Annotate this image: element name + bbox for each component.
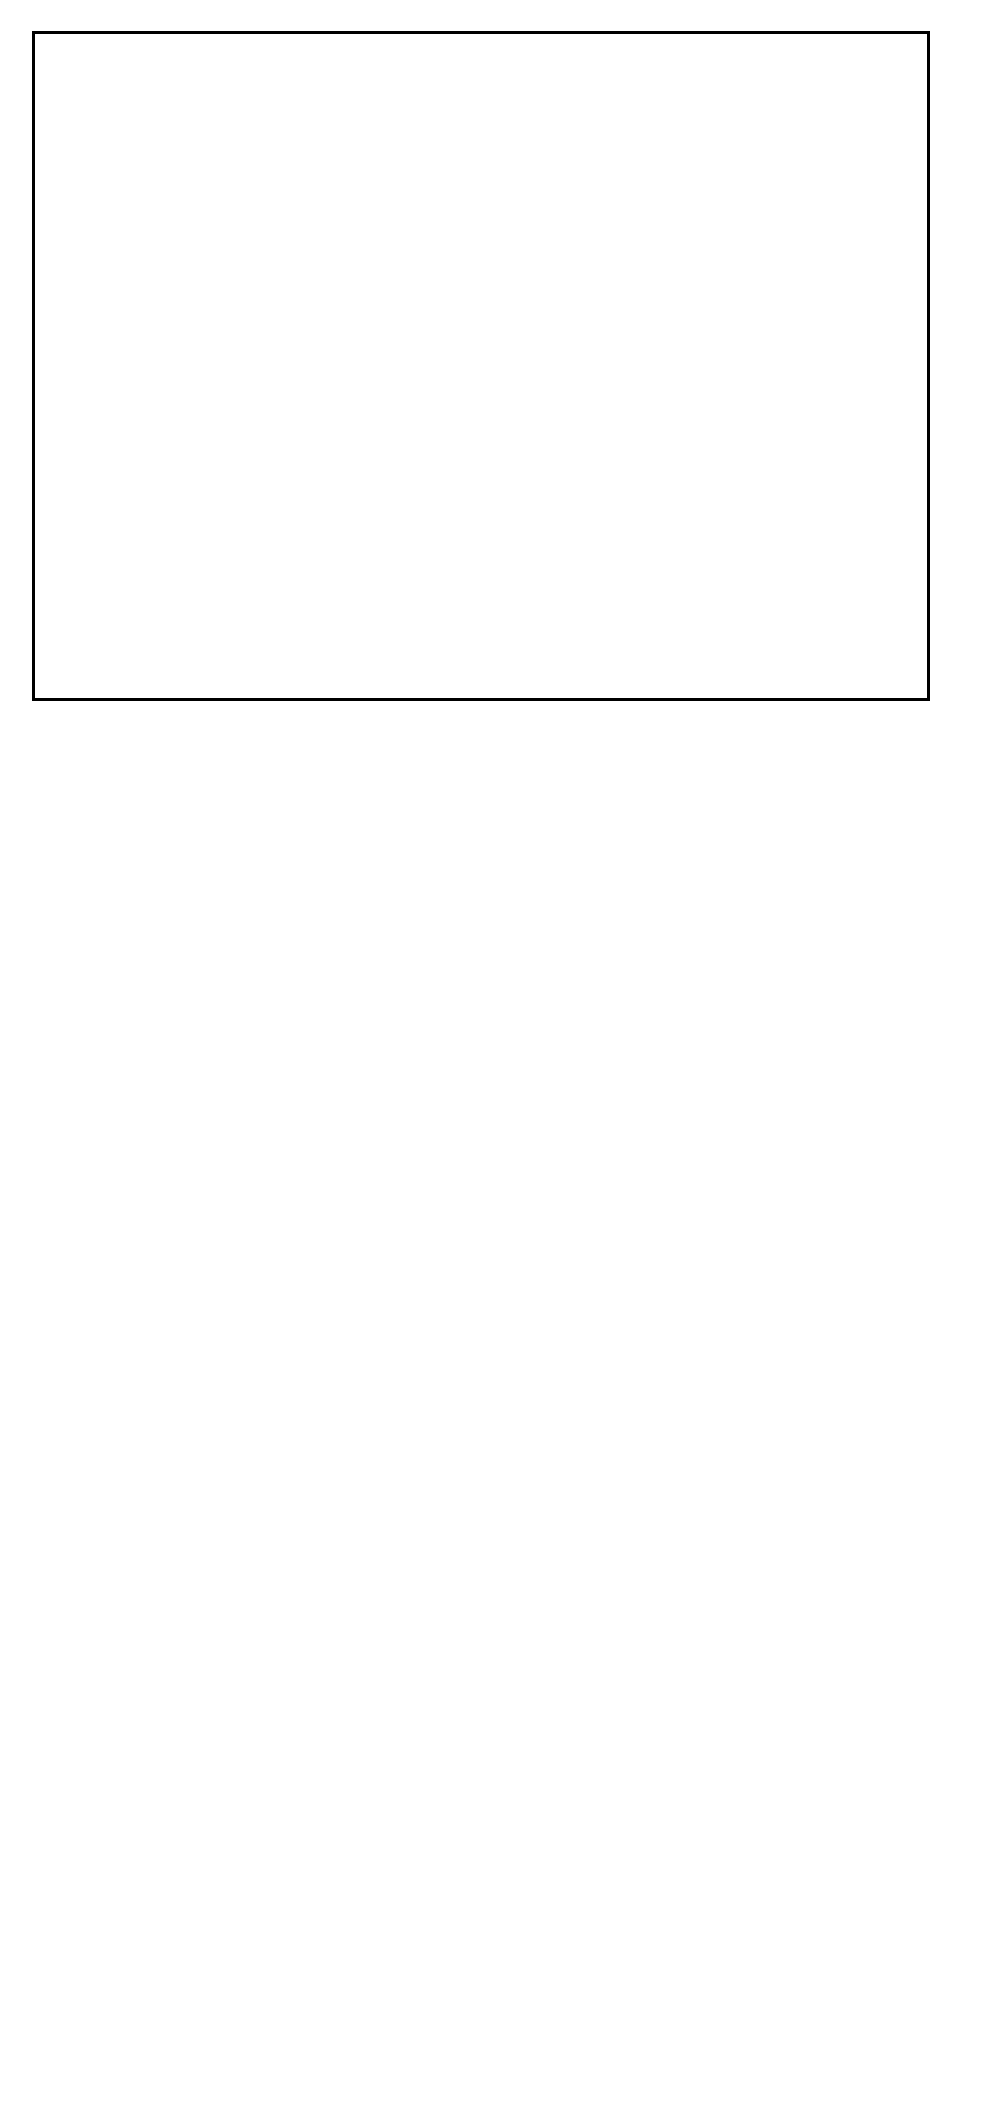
top-section-frame	[34, 33, 929, 700]
